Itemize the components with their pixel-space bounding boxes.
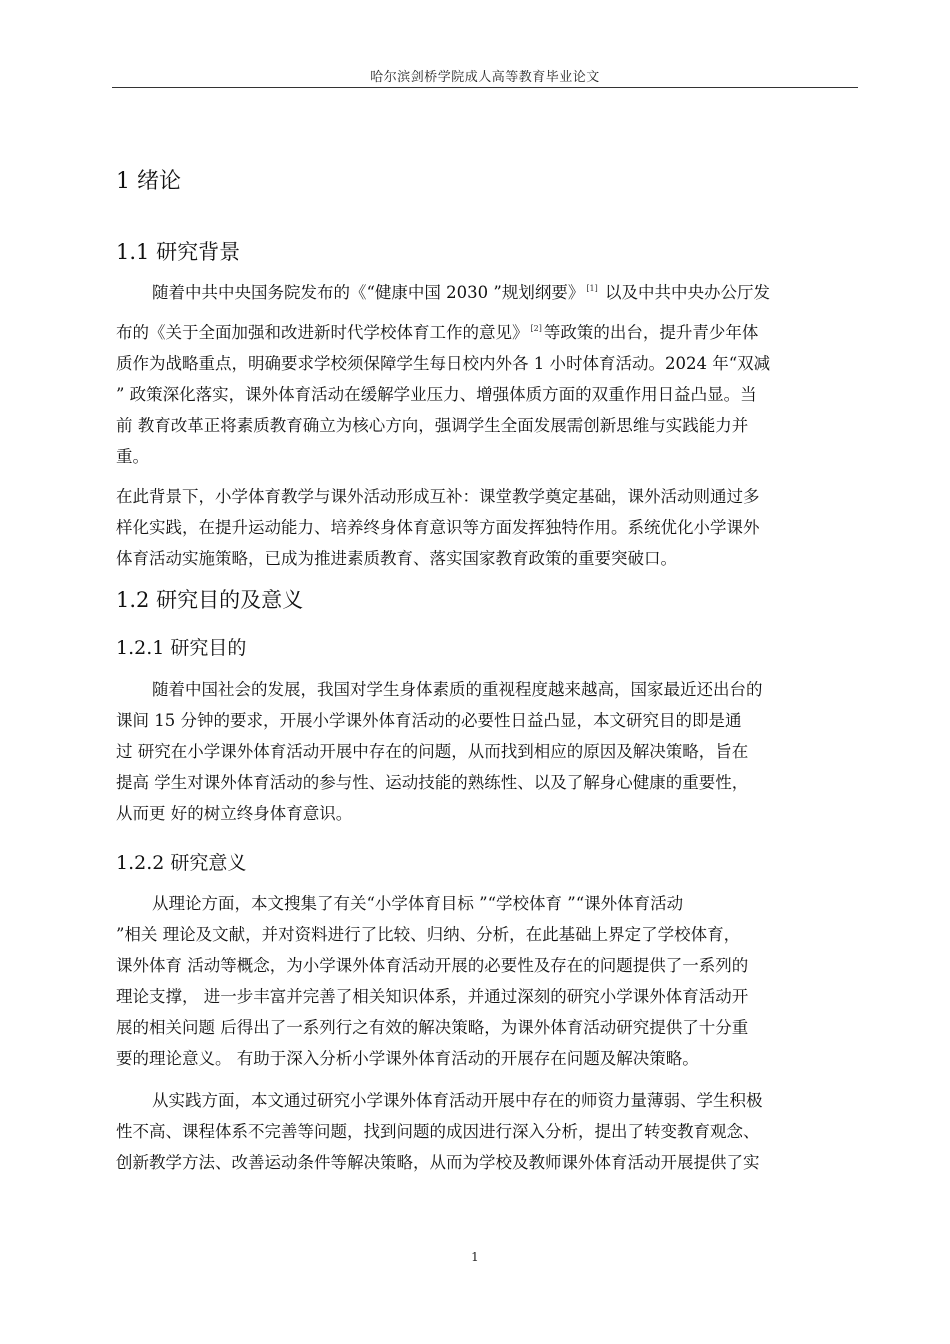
- text-line: 以及中共中央办公厅发: [599, 283, 770, 302]
- subsection-heading-significance: 1.2.2 研究意义: [116, 852, 247, 874]
- text-line: 创新教学方法、改善运动条件等解决策略，从而为学校及教师课外体育活动开展提供了实: [116, 1153, 760, 1172]
- text-line: 课间 15 分钟的要求，开展小学课外体育活动的必要性日益凸显，本文研究目的即是通: [116, 711, 742, 730]
- text-line: 在此背景下，小学体育教学与课外活动形成互补：课堂教学奠定基础，课外活动则通过多: [116, 487, 760, 506]
- text-line: 理论支撑， 进一步丰富并完善了相关知识体系，并通过深刻的研究小学课外体育活动开: [116, 987, 749, 1006]
- text-line: 过 研究在小学课外体育活动开展中存在的问题，从而找到相应的原因及解决策略，旨在: [116, 742, 749, 761]
- text-line: 要的理论意义。 有助于深入分析小学课外体育活动的开展存在问题及解决策略。: [116, 1049, 699, 1068]
- text-line: 样化实践，在提升运动能力、培养终身体育意识等方面发挥独特作用。系统优化小学课外: [116, 518, 760, 537]
- text-line: 重。: [116, 447, 149, 466]
- paragraph-significance-practice: [116, 1085, 868, 1178]
- text-line: 展的相关问题 后得出了一系列行之有效的解决策略，为课外体育活动研究提供了十分重: [116, 1018, 749, 1037]
- text-line: 前 教育改革正将素质教育确立为核心方向，强调学生全面发展需创新思维与实践能力并: [116, 416, 749, 435]
- citation-ref-1[interactable]: [1]: [586, 284, 598, 293]
- text-line: 提高 学生对课外体育活动的参与性、运动技能的熟练性、以及了解身心健康的重要性，: [116, 773, 749, 792]
- section-heading-research-background: 1.1 研究背景: [116, 240, 241, 264]
- section-heading-purpose-significance: 1.2 研究目的及意义: [116, 588, 304, 612]
- paragraph-significance-theory: [116, 888, 868, 1074]
- citation-ref-2[interactable]: [2]: [530, 324, 542, 333]
- text-line: 随着中共中央国务院发布的《“健康中国 2030 ”规划纲要》: [152, 283, 585, 302]
- text-line: ”相关 理论及文献，并对资料进行了比较、归纳、分析，在此基础上界定了学校体育，: [116, 925, 741, 944]
- page-number: 1: [471, 1250, 479, 1264]
- paragraph-background-2: [116, 481, 868, 574]
- text-line: 等政策的出台，提升青少年体: [543, 323, 759, 342]
- text-line: 课外体育 活动等概念，为小学课外体育活动开展的必要性及存在的问题提供了一系列的: [116, 956, 749, 975]
- chapter-title: 1 绪论: [116, 169, 181, 194]
- text-line: ” 政策深化落实，课外体育活动在缓解学业压力、增强体质方面的双重作用日益凸显。当: [116, 385, 757, 404]
- paragraph-background-1: [116, 273, 868, 472]
- text-line: 性不高、课程体系不完善等问题，找到问题的成因进行深入分析，提出了转变教育观念、: [116, 1122, 760, 1141]
- text-line: 随着中国社会的发展，我国对学生身体素质的重视程度越来越高，国家最近还出台的: [152, 680, 763, 699]
- text-line: 从实践方面，本文通过研究小学课外体育活动开展中存在的师资力量薄弱、学生积极: [152, 1091, 763, 1110]
- text-line: 从而更 好的树立终身体育意识。: [116, 804, 353, 823]
- text-line: 布的《关于全面加强和改进新时代学校体育工作的意见》: [116, 323, 529, 342]
- subsection-heading-purpose: 1.2.1 研究目的: [116, 637, 247, 659]
- header-rule: [112, 87, 858, 88]
- paragraph-purpose: [116, 674, 868, 829]
- text-line: 质作为战略重点，明确要求学校须保障学生每日校内外各 1 小时体育活动。2024 年“双减: [116, 354, 771, 373]
- running-header: 哈尔滨剑桥学院成人高等教育毕业论文: [370, 70, 600, 85]
- text-line: 体育活动实施策略，已成为推进素质教育、落实国家教育政策的重要突破口。: [116, 549, 677, 568]
- text-line: 从理论方面，本文搜集了有关“小学体育目标 ”“学校体育 ”“课外体育活动: [152, 894, 684, 913]
